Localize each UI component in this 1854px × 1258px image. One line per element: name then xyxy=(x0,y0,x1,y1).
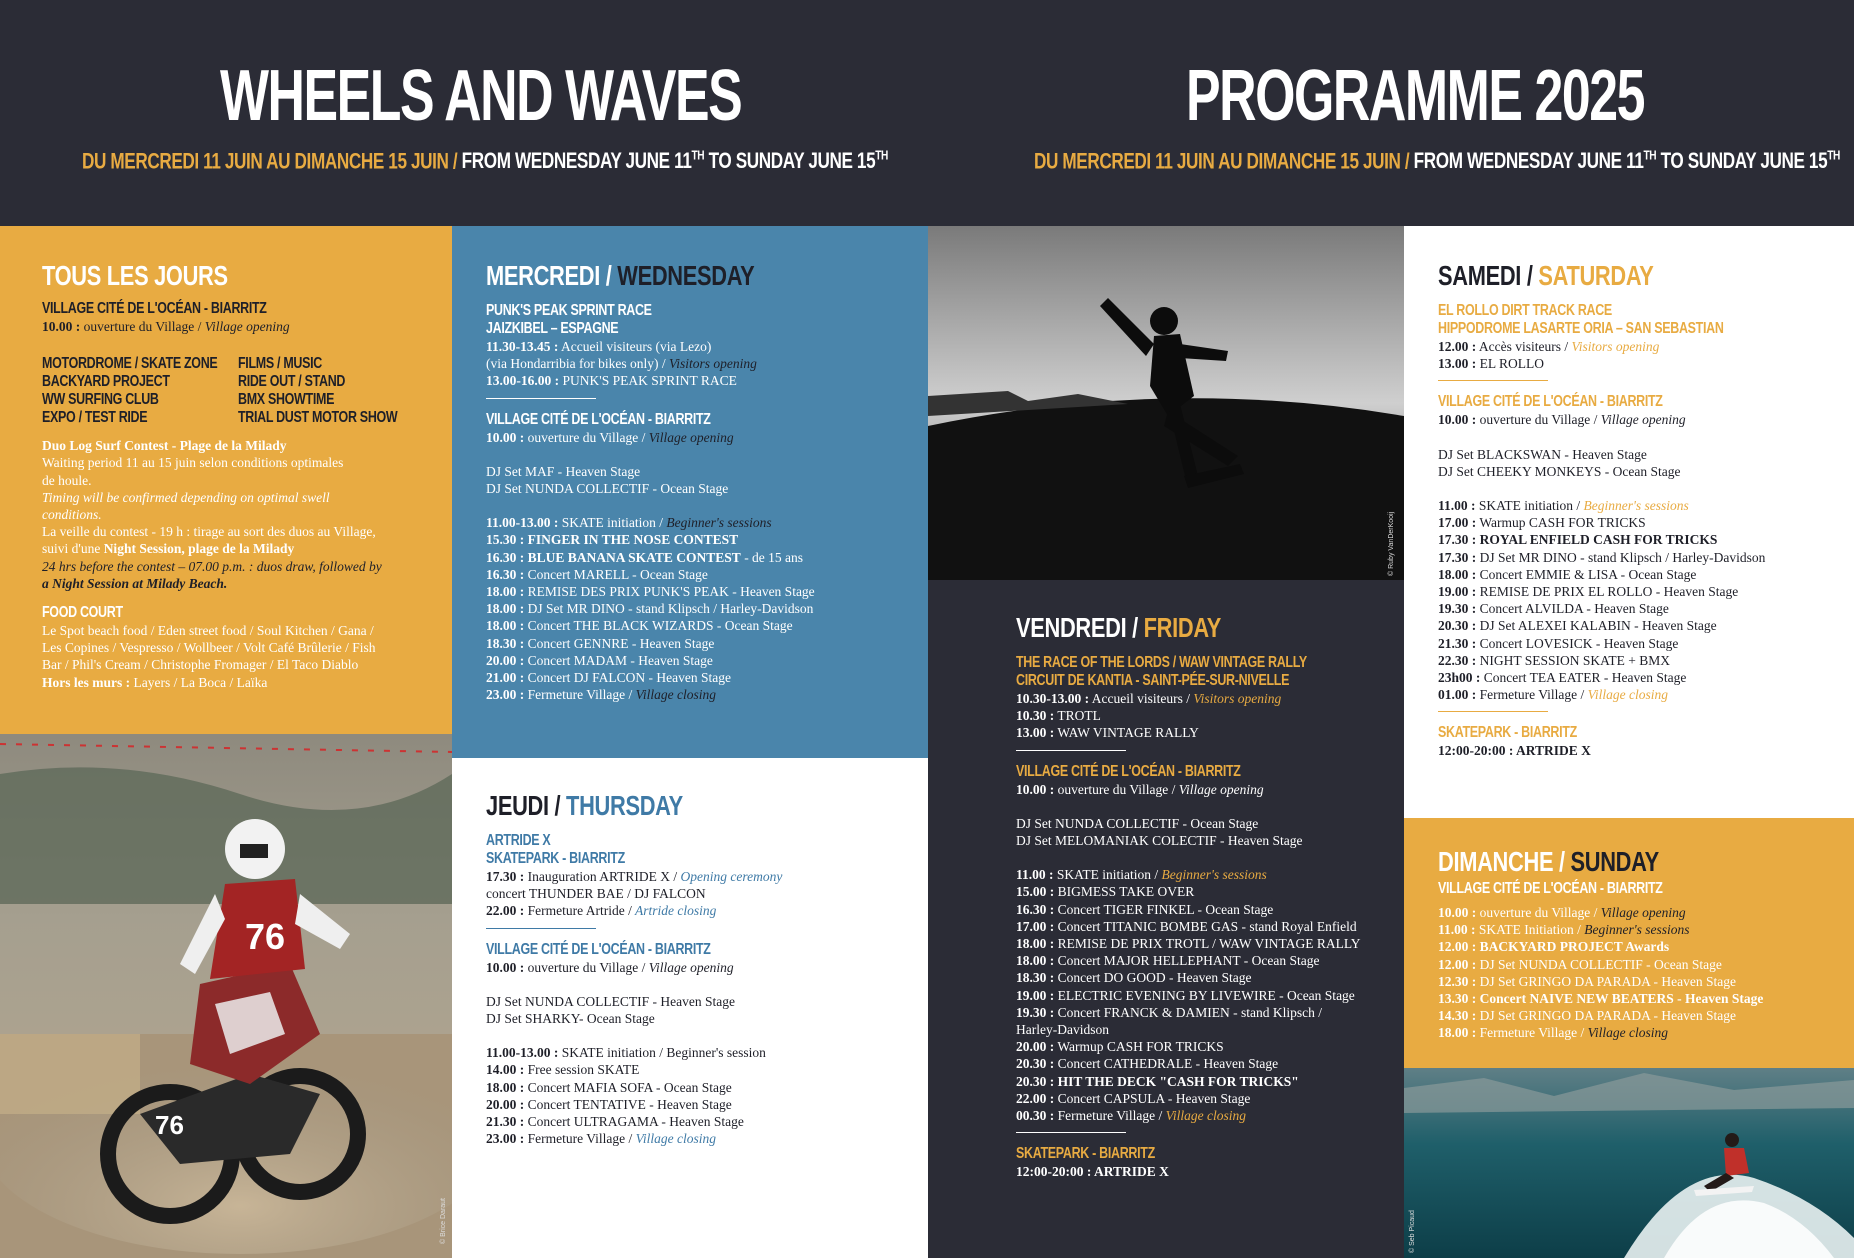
sun-rows xyxy=(1438,904,1854,1042)
schedule-time: 18.00 : xyxy=(1438,566,1477,582)
schedule-time: 14.30 : xyxy=(1438,1008,1477,1024)
schedule-text: PUNK'S PEAK SPRINT RACE xyxy=(559,373,737,389)
schedule-text: Concert LOVESICK - Heaven Stage xyxy=(1476,635,1679,651)
schedule-text: DJ Set NUNDA COLLECTIF - Ocean Stage xyxy=(1476,956,1722,972)
schedule-time: 10.30 : xyxy=(1016,708,1055,724)
activity-item: RIDE OUT / STAND xyxy=(238,373,346,391)
schedule-row xyxy=(1438,583,1854,600)
schedule-time: 16.30 : xyxy=(486,549,525,565)
fri-title: VENDREDI / FRIDAY xyxy=(1016,612,1222,643)
wed-dj xyxy=(486,463,926,497)
duo-line: conditions. xyxy=(42,507,102,523)
duo-line: suivi d'une Night Session, plage de la Milady xyxy=(42,541,295,557)
schedule-time: 14.00 : xyxy=(486,1062,525,1078)
schedule-row xyxy=(1438,669,1854,686)
schedule-time: 19.00 : xyxy=(1438,584,1477,600)
schedule-time: 11.00 : xyxy=(1438,922,1476,938)
food-line: Les Copines / Vespresso / Wollbeer / Volt Café Brûlerie / Fish xyxy=(42,640,376,656)
schedule-text: Concert THE BLACK WIZARDS - Ocean Stage xyxy=(524,618,793,634)
schedule-text: Concert TEA EATER - Heaven Stage xyxy=(1480,670,1687,686)
tous-opening: 10.00 : ouverture du Village / Village opening xyxy=(42,319,290,334)
schedule-time: 21.00 : xyxy=(486,670,525,686)
schedule-time: 01.00 : xyxy=(1438,687,1477,703)
duo-line: a Night Session at Milady Beach. xyxy=(42,575,228,591)
sat-s3-title: SKATEPARK - BIARRITZ xyxy=(1438,724,1577,742)
schedule-time: 12.00 : xyxy=(1438,939,1477,955)
schedule-time: 22.00 : xyxy=(1016,1090,1055,1106)
schedule-time: 18.00 : xyxy=(486,584,525,600)
schedule-row xyxy=(1016,883,1404,900)
dj-line: DJ Set NUNDA COLLECTIF - Ocean Stage xyxy=(1016,815,1259,831)
schedule-en: Village closing xyxy=(632,687,717,703)
schedule-row xyxy=(1016,866,1404,883)
schedule-row xyxy=(486,1113,926,1130)
sat-title: SAMEDI / SATURDAY xyxy=(1438,260,1654,291)
schedule-time: 21.30 : xyxy=(486,1114,525,1130)
schedule-row xyxy=(1438,531,1854,548)
schedule-text: Accès visiteurs / xyxy=(1476,339,1569,354)
panel-friday xyxy=(928,580,1404,1258)
thu-open: 10.00 : ouverture du Village / Village opening xyxy=(486,959,734,975)
schedule-time: 13.30 : xyxy=(1438,991,1477,1007)
schedule-text: DJ Set MR DINO - stand Klipsch / Harley-Davidson xyxy=(1476,549,1766,565)
panel-saturday xyxy=(1404,226,1854,818)
dj-line: DJ Set NUNDA COLLECTIF - Heaven Stage xyxy=(486,993,735,1009)
schedule-time: 20.30 : xyxy=(1016,1073,1055,1089)
schedule-row xyxy=(1438,617,1854,634)
schedule-en: Visitors opening xyxy=(665,356,757,372)
schedule-time: 12.30 : xyxy=(1438,973,1477,989)
schedule-row xyxy=(1438,338,1854,355)
schedule-highlight: ROYAL ENFIELD CASH FOR TRICKS xyxy=(1476,532,1718,548)
fri-open: 10.00 : ouverture du Village / Village opening xyxy=(1016,781,1264,797)
schedule-row xyxy=(1438,355,1854,372)
schedule-row xyxy=(486,902,926,919)
schedule-text: Inauguration ARTRIDE X / xyxy=(524,869,678,884)
schedule-highlight: HIT THE DECK "CASH FOR TRICKS" xyxy=(1054,1073,1299,1089)
thu-s2-title: VILLAGE CITÉ DE L'OCÉAN - BIARRITZ xyxy=(486,940,711,958)
schedule-row xyxy=(486,617,926,634)
schedule-row xyxy=(486,355,926,372)
fri-s3-title: SKATEPARK - BIARRITZ xyxy=(1016,1145,1155,1163)
photo-credit: © Seb Picaud xyxy=(1409,1210,1416,1253)
schedule-time: 13.00-16.00 : xyxy=(486,373,560,389)
schedule-time: 23.00 : xyxy=(486,687,525,703)
schedule-en: Village closing xyxy=(1584,687,1669,703)
photo-credit: © Brice Daraut xyxy=(440,1197,447,1244)
schedule-en: Visitors opening xyxy=(1568,339,1660,354)
schedule-row xyxy=(1438,1007,1854,1024)
thu-dj xyxy=(486,993,926,1027)
activity-item: WW SURFING CLUB xyxy=(42,391,159,409)
schedule-row xyxy=(1016,969,1404,986)
header xyxy=(0,0,1854,226)
food-title: FOOD COURT xyxy=(42,604,123,622)
schedule-text: Concert FRANCK & DAMIEN - stand Klipsch / xyxy=(1054,1004,1322,1020)
thu-s1-rows xyxy=(486,868,926,920)
schedule-text: DJ Set GRINGO DA PARADA - Heaven Stage xyxy=(1476,1008,1736,1024)
schedule-text: REMISE DE PRIX TROTL / WAW VINTAGE RALLY xyxy=(1054,936,1361,952)
activity-item: FILMS / MUSIC xyxy=(238,355,322,373)
schedule-text: Harley-Davidson xyxy=(1016,1022,1109,1038)
sat-s2-title: VILLAGE CITÉ DE L'OCÉAN - BIARRITZ xyxy=(1438,393,1663,411)
schedule-text: ouverture du Village / xyxy=(1476,905,1598,920)
schedule-time: 11.30-13.45 : xyxy=(486,339,559,354)
schedule-time: 00.30 : xyxy=(1016,1108,1055,1124)
activity-item: EXPO / TEST RIDE xyxy=(42,409,148,427)
schedule-time: 17.30 : xyxy=(1438,549,1477,565)
duo-title: Duo Log Surf Contest - Plage de la Milady xyxy=(42,438,287,454)
schedule-row xyxy=(486,549,926,566)
sun-s1-title: VILLAGE CITÉ DE L'OCÉAN - BIARRITZ xyxy=(1438,880,1663,897)
schedule-text: Free session SKATE xyxy=(524,1062,640,1078)
schedule-text: SKATE initiation / Beginner's session xyxy=(558,1045,766,1061)
dj-line: DJ Set MELOMANIAK COLECTIF - Heaven Stage xyxy=(1016,833,1303,849)
activity-item: BACKYARD PROJECT xyxy=(42,373,170,391)
schedule-text: REMISE DE PRIX EL ROLLO - Heaven Stage xyxy=(1476,584,1739,600)
dj-line: DJ Set MAF - Heaven Stage xyxy=(486,463,641,479)
wed-s1-title: PUNK'S PEAK SPRINT RACE xyxy=(486,302,652,319)
schedule-en: Village opening xyxy=(1597,905,1686,920)
sun-title: DIMANCHE / SUNDAY xyxy=(1438,846,1659,877)
schedule-row xyxy=(1438,600,1854,617)
wed-s2-title: VILLAGE CITÉ DE L'OCÉAN - BIARRITZ xyxy=(486,410,711,428)
schedule-time: 15.30 : xyxy=(486,532,525,548)
schedule-row xyxy=(486,652,926,669)
thu-s2-rows xyxy=(486,1044,926,1147)
sat-dj xyxy=(1438,446,1854,480)
schedule-time: 17.00 : xyxy=(1016,918,1055,934)
schedule-row xyxy=(1016,724,1404,741)
fri-s1-sub: CIRCUIT DE KANTIA - SAINT-PÉE-SUR-NIVELLE xyxy=(1016,672,1290,689)
schedule-text: DJ Set MR DINO - stand Klipsch / Harley-Davidson xyxy=(524,601,814,617)
schedule-text: Fermeture Village / xyxy=(524,1131,633,1147)
schedule-time: 20.30 : xyxy=(1016,1056,1055,1072)
schedule-time: 11.00-13.00 : xyxy=(486,515,559,531)
tous-title: TOUS LES JOURS xyxy=(42,260,228,291)
schedule-text: Concert MAJOR HELLEPHANT - Ocean Stage xyxy=(1054,953,1320,969)
schedule-time: 15.00 : xyxy=(1016,884,1055,900)
schedule-time: 23.00 : xyxy=(486,1131,525,1147)
fri-s1-title: THE RACE OF THE LORDS / WAW VINTAGE RALLY xyxy=(1016,654,1307,671)
activity-item: TRIAL DUST MOTOR SHOW xyxy=(238,409,398,427)
schedule-text: SKATE initiation / xyxy=(558,515,663,531)
schedule-highlight: Concert NAIVE NEW BEATERS - Heaven Stage xyxy=(1476,991,1764,1007)
schedule-time: 18.00 : xyxy=(1016,953,1055,969)
sat-s1-sub: HIPPODROME LASARTE ORIA – SAN SEBASTIAN xyxy=(1438,320,1724,337)
schedule-time: 22.30 : xyxy=(1438,652,1477,668)
left-title: WHEELS AND WAVES xyxy=(220,56,742,136)
schedule-text: SKATE Initiation / xyxy=(1475,922,1581,938)
schedule-text: Concert EMMIE & LISA - Ocean Stage xyxy=(1476,566,1697,582)
schedule-time: 20.00 : xyxy=(1016,1039,1055,1055)
panel-thursday xyxy=(452,758,928,1258)
schedule-text: concert THUNDER BAE / DJ FALCON xyxy=(486,886,706,902)
schedule-time: 13.00 : xyxy=(1438,356,1477,372)
schedule-row xyxy=(1438,635,1854,652)
duo-line: 24 hrs before the contest – 07.00 p.m. : duos draw, followed by xyxy=(42,558,382,574)
schedule-time: 10.00 : xyxy=(1438,905,1477,920)
schedule-row xyxy=(1016,901,1404,918)
schedule-en: Village closing xyxy=(1584,1025,1669,1041)
schedule-time: 11.00 : xyxy=(1438,498,1476,514)
schedule-time: 18.00 : xyxy=(1438,1025,1477,1041)
left-subtitle: DU MERCREDI 11 JUIN AU DIMANCHE 15 JUIN / FROM WEDNESDAY JUNE 11TH TO SUNDAY JUNE 15TH xyxy=(82,148,888,174)
duo-line: de houle. xyxy=(42,472,92,488)
schedule-text: SKATE initiation / xyxy=(1053,867,1159,883)
schedule-time: 18.00 : xyxy=(1016,936,1055,952)
schedule-time: 16.30 : xyxy=(1016,901,1055,917)
schedule-en: Beginner's sessions xyxy=(1580,498,1689,514)
schedule-row xyxy=(1438,1024,1854,1041)
schedule-text: SKATE initiation / xyxy=(1475,498,1581,514)
schedule-time: 11.00-13.00 : xyxy=(486,1045,559,1061)
schedule-row xyxy=(1016,707,1404,724)
schedule-row xyxy=(486,600,926,617)
wed-s2-rows xyxy=(486,514,926,703)
schedule-row xyxy=(1438,686,1854,703)
schedule-row xyxy=(486,514,926,531)
schedule-text: NIGHT SESSION SKATE + BMX xyxy=(1476,652,1671,668)
activity-item: BMX SHOWTIME xyxy=(238,391,335,409)
schedule-row xyxy=(1438,921,1854,938)
schedule-time: 17.30 : xyxy=(486,869,525,884)
schedule-en: Opening ceremony xyxy=(677,869,783,884)
duo-line: La veille du contest - 19 h : tirage au sort des duos au Village, xyxy=(42,524,376,540)
schedule-text: Concert MARELL - Ocean Stage xyxy=(524,566,708,582)
schedule-text: Concert MADAM - Heaven Stage xyxy=(524,652,713,668)
activity-item: MOTORDROME / SKATE ZONE xyxy=(42,355,218,373)
schedule-en: Beginner's sessions xyxy=(1158,867,1267,883)
panel-tous-les-jours xyxy=(0,226,452,734)
schedule-time: 18.00 : xyxy=(486,601,525,617)
panel-sunday xyxy=(1404,818,1854,1068)
duo-line: Waiting period 11 au 15 juin selon conditions optimales xyxy=(42,455,344,471)
schedule-row xyxy=(486,868,926,885)
schedule-row xyxy=(1438,514,1854,531)
schedule-text: Warmup CASH FOR TRICKS xyxy=(1476,515,1646,531)
schedule-text: Concert TIGER FINKEL - Ocean Stage xyxy=(1054,901,1274,917)
schedule-row xyxy=(486,583,926,600)
schedule-row xyxy=(1016,1090,1404,1107)
schedule-text: REMISE DES PRIX PUNK'S PEAK - Heaven Stage xyxy=(524,584,815,600)
schedule-text: EL ROLLO xyxy=(1476,356,1544,372)
schedule-text: Concert ULTRAGAMA - Heaven Stage xyxy=(524,1114,744,1130)
schedule-row xyxy=(486,1096,926,1113)
schedule-text: Fermeture Village / xyxy=(1054,1108,1163,1124)
right-title: PROGRAMME 2025 xyxy=(1186,56,1645,136)
schedule-text: Concert MAFIA SOFA - Ocean Stage xyxy=(524,1079,732,1095)
schedule-time: 12.00 : xyxy=(1438,339,1477,354)
fri-s3-row: 12:00-20:00 : ARTRIDE X xyxy=(1016,1164,1169,1180)
fri-dj xyxy=(1016,815,1404,849)
schedule-time: 18.00 : xyxy=(486,1079,525,1095)
schedule-time: 23h00 : xyxy=(1438,670,1481,686)
schedule-row xyxy=(1016,918,1404,935)
schedule-row xyxy=(1438,566,1854,583)
schedule-en: Beginner's sessions xyxy=(1580,922,1690,938)
schedule-row xyxy=(1016,935,1404,952)
schedule-text: BIGMESS TAKE OVER xyxy=(1054,884,1195,900)
schedule-row xyxy=(1016,690,1404,707)
fri-s1-rows xyxy=(1016,690,1404,742)
schedule-row xyxy=(486,1130,926,1147)
svg-text:76: 76 xyxy=(245,916,286,957)
schedule-text: Concert GENNRE - Heaven Stage xyxy=(524,635,715,651)
schedule-time: 10.30-13.00 : xyxy=(1016,691,1090,706)
sat-open: 10.00 : ouverture du Village / Village opening xyxy=(1438,412,1686,428)
schedule-time: 19.30 : xyxy=(1438,601,1477,617)
schedule-row xyxy=(1016,1055,1404,1072)
sat-s1-title: EL ROLLO DIRT TRACK RACE xyxy=(1438,302,1612,319)
food-line: Hors les murs : Layers / La Boca / Laïka xyxy=(42,674,268,690)
schedule-text: DJ Set ALEXEI KALABIN - Heaven Stage xyxy=(1476,618,1717,634)
schedule-en: Village closing xyxy=(1162,1108,1247,1124)
schedule-text: - de 15 ans xyxy=(740,549,804,565)
schedule-row xyxy=(486,1079,926,1096)
schedule-row xyxy=(486,338,926,355)
schedule-time: 19.00 : xyxy=(1016,987,1055,1003)
dj-line: DJ Set NUNDA COLLECTIF - Ocean Stage xyxy=(486,481,729,497)
food-line: Bar / Phil's Cream / Christophe Fromager / El Taco Diablo xyxy=(42,657,359,673)
schedule-text: ELECTRIC EVENING BY LIVEWIRE - Ocean Stage xyxy=(1054,987,1355,1003)
wed-open: 10.00 : ouverture du Village / Village opening xyxy=(486,429,734,445)
svg-text:76: 76 xyxy=(155,1110,184,1140)
sat-s2-rows xyxy=(1438,497,1854,703)
schedule-text: Concert TITANIC BOMBE GAS - stand Royal Enfield xyxy=(1054,918,1357,934)
schedule-row xyxy=(1016,952,1404,969)
thu-title: JEUDI / THURSDAY xyxy=(486,790,683,821)
dj-line: DJ Set SHARKY- Ocean Stage xyxy=(486,1011,655,1027)
schedule-row xyxy=(486,635,926,652)
schedule-row xyxy=(486,669,926,686)
wed-title: MERCREDI / WEDNESDAY xyxy=(486,260,755,291)
schedule-highlight: BLUE BANANA SKATE CONTEST xyxy=(524,549,741,565)
schedule-row xyxy=(1016,1107,1404,1124)
schedule-highlight: BACKYARD PROJECT Awards xyxy=(1476,939,1670,955)
wed-s1-sub: JAIZKIBEL – ESPAGNE xyxy=(486,320,619,337)
motorcycle-photo xyxy=(0,734,452,1258)
schedule-row xyxy=(1016,1021,1404,1038)
schedule-time: 20.00 : xyxy=(486,652,525,668)
fri-s2-title: VILLAGE CITÉ DE L'OCÉAN - BIARRITZ xyxy=(1016,762,1241,780)
schedule-text: Concert DO GOOD - Heaven Stage xyxy=(1054,970,1252,986)
schedule-text: Concert CAPSULA - Heaven Stage xyxy=(1054,1090,1251,1106)
schedule-en: Artride closing xyxy=(631,903,717,919)
schedule-row xyxy=(486,1044,926,1061)
schedule-row xyxy=(486,566,926,583)
schedule-text: Warmup CASH FOR TRICKS xyxy=(1054,1039,1224,1055)
schedule-row xyxy=(486,885,926,902)
schedule-time: 16.30 : xyxy=(486,566,525,582)
panel-wednesday xyxy=(452,226,928,758)
schedule-row xyxy=(1438,497,1854,514)
tous-venue: VILLAGE CITÉ DE L'OCÉAN - BIARRITZ xyxy=(42,300,267,317)
schedule-time: 22.00 : xyxy=(486,903,525,919)
schedule-time: 18.30 : xyxy=(1016,970,1055,986)
schedule-text: Accueil visiteurs (via Lezo) xyxy=(558,339,712,354)
schedule-text: Accueil visiteurs / xyxy=(1089,691,1190,706)
schedule-time: 12.00 : xyxy=(1438,956,1477,972)
schedule-row xyxy=(1438,549,1854,566)
right-subtitle: DU MERCREDI 11 JUIN AU DIMANCHE 15 JUIN / FROM WEDNESDAY JUNE 11TH TO SUNDAY JUNE 15TH xyxy=(1034,148,1840,174)
duo-line: Timing will be confirmed depending on optimal swell xyxy=(42,489,330,505)
schedule-row xyxy=(1438,938,1854,955)
schedule-text: Fermeture Village / xyxy=(1476,1025,1585,1041)
food-line: Le Spot beach food / Eden street food / Soul Kitchen / Gana / xyxy=(42,623,374,639)
schedule-text: DJ Set GRINGO DA PARADA - Heaven Stage xyxy=(1476,973,1736,989)
photo-credit: © Ruby VanDerKooij xyxy=(1388,511,1395,576)
schedule-time: 20.30 : xyxy=(1438,618,1477,634)
schedule-time: 21.30 : xyxy=(1438,635,1477,651)
schedule-row xyxy=(486,531,926,548)
schedule-text: TROTL xyxy=(1054,708,1101,724)
schedule-text: Concert ALVILDA - Heaven Stage xyxy=(1476,601,1669,617)
schedule-text: Fermeture Artride / xyxy=(524,903,632,919)
schedule-row xyxy=(1438,652,1854,669)
schedule-time: 11.00 : xyxy=(1016,867,1054,883)
schedule-text: Concert CATHEDRALE - Heaven Stage xyxy=(1054,1056,1279,1072)
schedule-time: 18.00 : xyxy=(486,618,525,634)
thu-s1-sub: SKATEPARK - BIARRITZ xyxy=(486,850,625,867)
schedule-row xyxy=(1016,1073,1404,1090)
schedule-text: Fermeture Village / xyxy=(524,687,633,703)
schedule-row xyxy=(1438,904,1854,921)
schedule-row xyxy=(486,1061,926,1078)
dj-line: DJ Set CHEEKY MONKEYS - Ocean Stage xyxy=(1438,463,1681,479)
schedule-en: Visitors opening xyxy=(1189,691,1282,706)
schedule-highlight: FINGER IN THE NOSE CONTEST xyxy=(524,532,739,548)
surf-photo xyxy=(1404,1068,1854,1258)
schedule-row xyxy=(1438,956,1854,973)
schedule-row xyxy=(1438,990,1854,1007)
sat-s1-rows xyxy=(1438,338,1854,372)
schedule-time: 18.30 : xyxy=(486,635,525,651)
schedule-text: (via Hondarribia for bikes only) / xyxy=(486,356,666,372)
schedule-en: Village closing xyxy=(632,1131,717,1147)
schedule-text: WAW VINTAGE RALLY xyxy=(1054,725,1199,741)
sat-s3-row: 12:00-20:00 : ARTRIDE X xyxy=(1438,743,1591,759)
wed-s1-rows xyxy=(486,338,926,390)
schedule-time: 13.00 : xyxy=(1016,725,1055,741)
schedule-row xyxy=(486,372,926,389)
schedule-row xyxy=(486,686,926,703)
schedule-time: 17.00 : xyxy=(1438,515,1477,531)
thu-s1-title: ARTRIDE X xyxy=(486,832,551,849)
schedule-row xyxy=(1016,1004,1404,1021)
fri-s2-rows xyxy=(1016,866,1404,1124)
schedule-text: Concert DJ FALCON - Heaven Stage xyxy=(524,670,731,686)
schedule-row xyxy=(1438,973,1854,990)
schedule-row xyxy=(1016,987,1404,1004)
schedule-en: Beginner's sessions xyxy=(663,515,772,531)
schedule-text: Fermeture Village / xyxy=(1476,687,1585,703)
tous-activities xyxy=(42,355,452,429)
skate-photo xyxy=(928,226,1404,580)
schedule-text: Concert TENTATIVE - Heaven Stage xyxy=(524,1096,732,1112)
schedule-time: 17.30 : xyxy=(1438,532,1477,548)
schedule-time: 19.30 : xyxy=(1016,1004,1055,1020)
schedule-row xyxy=(1016,1038,1404,1055)
schedule-time: 20.00 : xyxy=(486,1096,525,1112)
dj-line: DJ Set BLACKSWAN - Heaven Stage xyxy=(1438,446,1647,462)
